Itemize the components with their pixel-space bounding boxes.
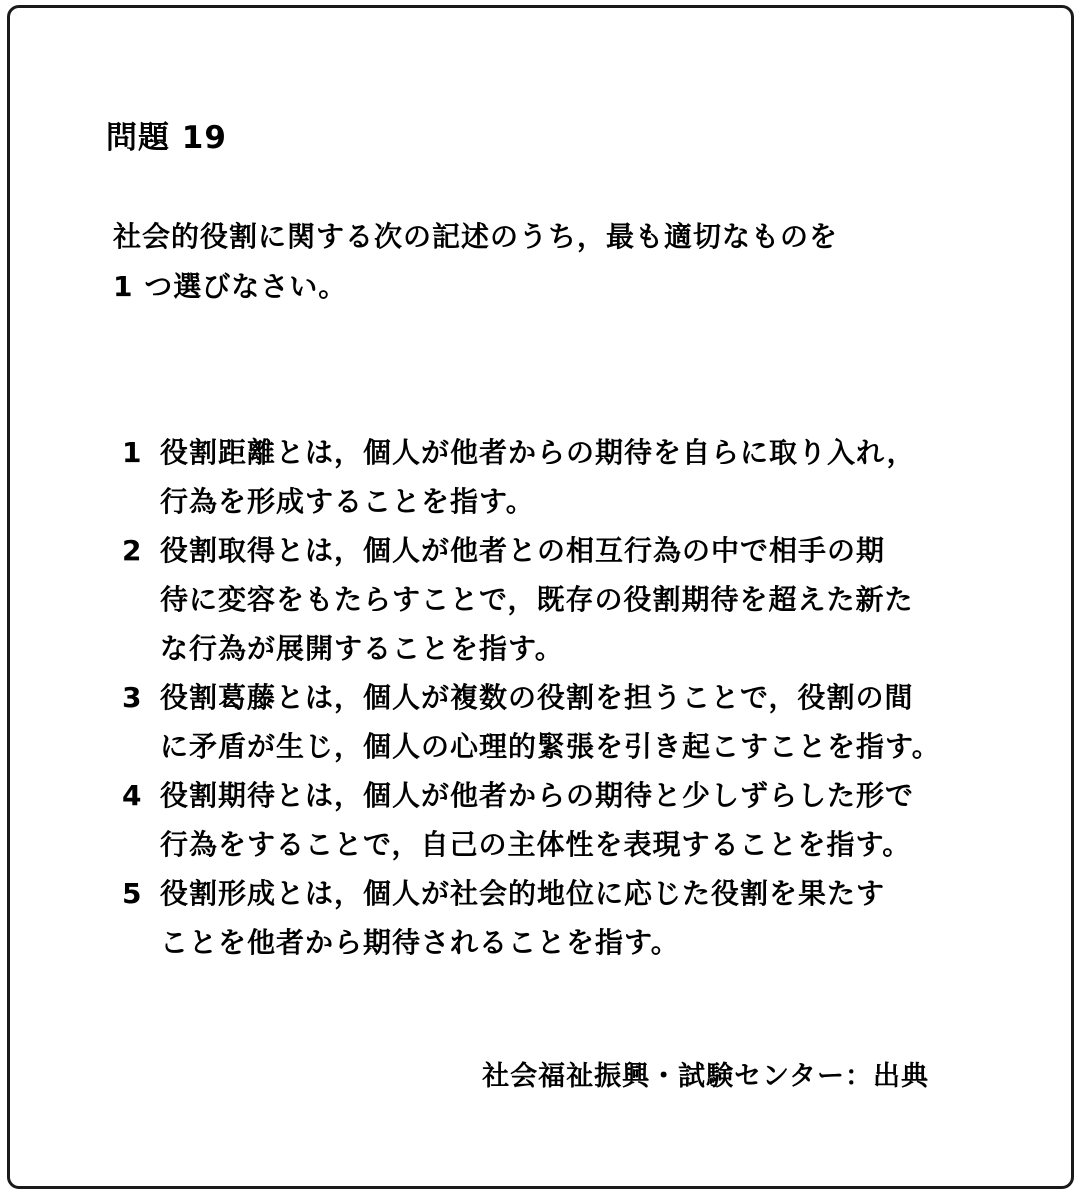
prompt-line: 1 つ選びなさい。 xyxy=(113,270,348,303)
option-text-line: 役割形成とは，個人が社会的地位に応じた役割を果たす xyxy=(160,877,886,910)
option-text-line: ことを他者から期待されることを指す。 xyxy=(160,926,680,959)
source-credit: 社会福祉振興・試験センター：出典 xyxy=(482,1061,929,1092)
option-text-line: 行為を形成することを指す。 xyxy=(160,485,535,518)
option-number: 1 xyxy=(122,436,143,469)
prompt-line: 社会的役割に関する次の記述のうち，最も適切なものを xyxy=(113,220,839,253)
answer-option-3[interactable] xyxy=(122,673,1022,771)
option-number: 2 xyxy=(122,534,143,567)
answer-option-1[interactable] xyxy=(122,428,1022,526)
option-number: 5 xyxy=(122,877,143,910)
option-text-line: 役割取得とは，個人が他者との相互行為の中で相手の期 xyxy=(160,534,886,567)
option-text-line: な行為が展開することを指す。 xyxy=(160,632,564,665)
option-text-line: 役割葛藤とは，個人が複数の役割を担うことで，役割の間 xyxy=(160,681,914,714)
answer-options xyxy=(122,428,1022,967)
option-number: 3 xyxy=(122,681,143,714)
answer-option-2[interactable] xyxy=(122,526,1022,673)
option-text-line: 役割期待とは，個人が他者からの期待と少しずらした形で xyxy=(160,779,915,812)
option-text-line: に矛盾が生じ，個人の心理的緊張を引き起こすことを指す。 xyxy=(160,730,941,763)
answer-option-4[interactable] xyxy=(122,771,1022,869)
answer-option-5[interactable] xyxy=(122,869,1022,967)
option-text-line: 待に変容をもたらすことで，既存の役割期待を超えた新た xyxy=(160,583,914,616)
question-title: 問題 19 xyxy=(106,120,227,156)
question-prompt xyxy=(113,212,838,312)
option-number: 4 xyxy=(122,779,143,812)
option-text-line: 役割距離とは，個人が他者からの期待を自らに取り入れ， xyxy=(160,436,916,469)
question-card xyxy=(7,5,1074,1189)
option-text-line: 行為をすることで，自己の主体性を表現することを指す。 xyxy=(160,828,912,861)
